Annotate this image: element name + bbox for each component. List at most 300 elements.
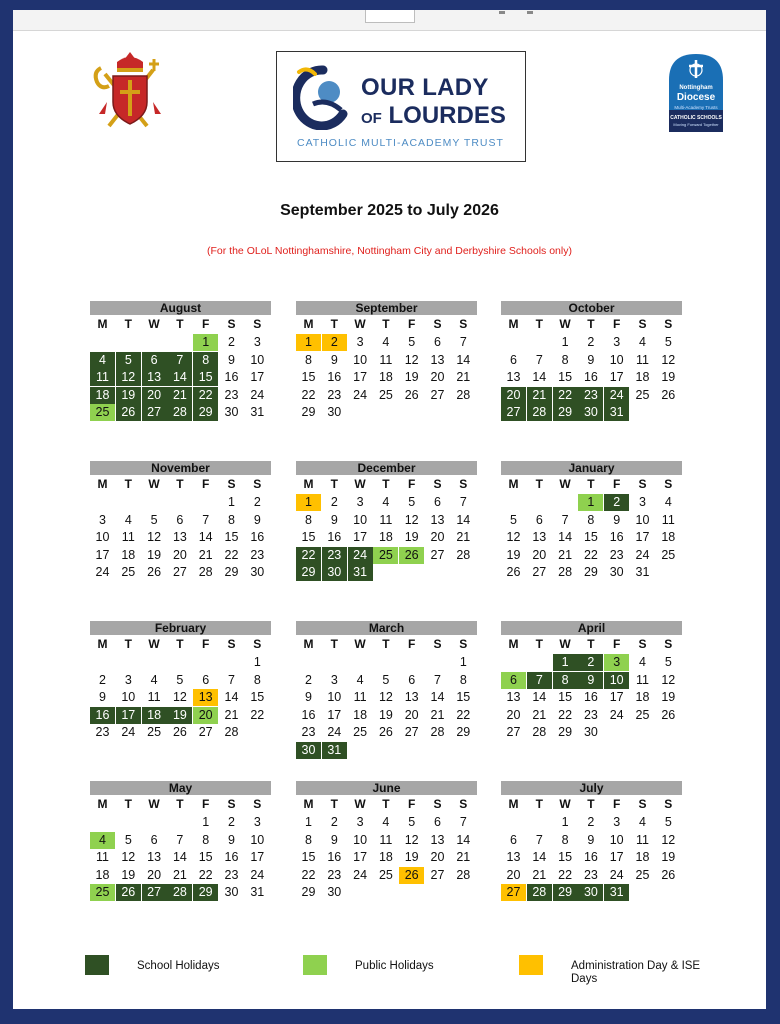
- school-holiday-day: 8: [193, 352, 218, 369]
- day-cell: 3: [330, 672, 338, 687]
- day-cell: 25: [635, 707, 650, 722]
- day-cell: 29: [301, 405, 316, 419]
- school-holiday-day: 26: [116, 404, 141, 421]
- weekday-header: F: [613, 317, 621, 331]
- weekday-header: F: [408, 317, 416, 331]
- day-cell: 21: [172, 867, 187, 882]
- school-holiday-day: 30: [296, 742, 321, 759]
- day-cell: 25: [635, 387, 650, 402]
- weekday-header: F: [202, 317, 210, 331]
- legend-swatch: [85, 955, 109, 975]
- day-cell: 11: [147, 690, 161, 704]
- day-cell: 7: [459, 495, 467, 509]
- school-holiday-day: 16: [90, 707, 115, 724]
- weekday-header: M: [97, 477, 108, 491]
- day-cell: 19: [147, 547, 162, 562]
- weekday-header: M: [303, 317, 314, 331]
- day-cell: 18: [661, 530, 676, 544]
- day-cell: 28: [456, 867, 471, 882]
- day-cell: 29: [456, 725, 471, 739]
- school-holiday-day: 26: [116, 884, 141, 901]
- day-cell: 15: [301, 530, 316, 544]
- weekday-header: W: [148, 317, 160, 331]
- day-cell: 5: [664, 815, 672, 829]
- month-january: [501, 461, 687, 611]
- day-cell: 24: [250, 867, 265, 882]
- legend-label: Public Holidays: [355, 960, 434, 972]
- admin-day: 1: [296, 334, 321, 351]
- diocese-crest-icon: [87, 48, 173, 134]
- day-cell: 20: [430, 370, 445, 384]
- weekday-header: T: [382, 317, 390, 331]
- day-cell: 26: [661, 867, 676, 882]
- weekday-header: W: [559, 797, 571, 811]
- day-cell: 9: [613, 512, 621, 527]
- day-cell: 6: [434, 335, 441, 349]
- school-holiday-day: 7: [527, 672, 552, 689]
- day-cell: 18: [95, 867, 110, 882]
- school-holiday-day: 31: [348, 564, 373, 581]
- day-cell: 22: [558, 707, 573, 722]
- weekday-header: T: [535, 637, 543, 651]
- day-cell: 6: [510, 352, 517, 367]
- weekday-header: W: [354, 317, 366, 331]
- school-holiday-day: 18: [90, 387, 115, 404]
- school-holiday-day: 20: [142, 387, 167, 404]
- day-cell: 23: [224, 867, 239, 882]
- day-cell: 12: [661, 672, 676, 687]
- day-cell: 3: [356, 495, 364, 509]
- weekday-header: W: [148, 477, 160, 491]
- day-cell: 17: [353, 370, 368, 384]
- admin-day: 1: [296, 494, 321, 511]
- day-cell: 4: [150, 672, 158, 687]
- day-cell: 21: [456, 370, 471, 384]
- day-cell: 12: [661, 352, 676, 367]
- day-cell: 24: [250, 387, 265, 402]
- day-cell: 6: [510, 832, 517, 847]
- day-cell: 13: [430, 352, 445, 367]
- day-cell: 11: [661, 512, 675, 527]
- day-cell: 27: [532, 565, 547, 579]
- day-cell: 8: [253, 672, 261, 687]
- day-cell: 23: [583, 867, 598, 882]
- school-holiday-day: 12: [116, 369, 141, 386]
- day-cell: 14: [456, 832, 471, 847]
- day-cell: 9: [228, 832, 235, 847]
- school-holiday-day: 13: [142, 369, 167, 386]
- weekday-header: F: [202, 477, 210, 491]
- day-cell: 6: [434, 815, 441, 829]
- school-holiday-day: 4: [90, 352, 115, 369]
- day-cell: 15: [558, 850, 573, 864]
- day-cell: 12: [378, 690, 393, 704]
- weekday-header: T: [330, 637, 338, 651]
- weekday-header: M: [303, 477, 314, 491]
- day-cell: 11: [121, 530, 135, 544]
- weekday-header: W: [354, 637, 366, 651]
- school-holiday-day: 29: [553, 884, 578, 901]
- day-cell: 7: [459, 335, 467, 349]
- day-cell: 6: [434, 495, 441, 509]
- day-cell: 17: [635, 530, 650, 544]
- diocese-line-4: CATHOLIC SCHOOLS: [670, 115, 722, 121]
- weekday-header: T: [124, 797, 132, 811]
- weekday-header: S: [459, 317, 468, 331]
- day-cell: 17: [353, 850, 368, 864]
- school-holiday-day: 31: [604, 404, 629, 421]
- school-holiday-day: 9: [578, 672, 603, 689]
- school-holiday-day: 15: [193, 369, 218, 386]
- day-cell: 19: [378, 707, 393, 722]
- day-cell: 2: [228, 335, 235, 349]
- day-cell: 14: [558, 530, 573, 544]
- month-name: December: [296, 461, 477, 475]
- weekday-header: M: [303, 637, 314, 651]
- day-cell: 30: [609, 565, 624, 579]
- day-cell: 6: [176, 512, 184, 527]
- school-holiday-day: 30: [578, 884, 603, 901]
- day-cell: 25: [378, 387, 393, 402]
- day-cell: 16: [224, 850, 239, 864]
- logo-line-2-prefix: OF: [361, 110, 382, 127]
- school-holiday-day: 24: [348, 547, 373, 564]
- day-cell: 13: [430, 832, 445, 847]
- day-cell: 26: [661, 707, 676, 722]
- day-cell: 15: [583, 530, 598, 544]
- day-cell: 9: [305, 690, 312, 704]
- day-cell: 15: [198, 850, 213, 864]
- day-cell: 27: [430, 387, 445, 402]
- month-february: [90, 621, 276, 771]
- day-cell: 31: [635, 565, 650, 579]
- school-holiday-day: 24: [604, 387, 629, 404]
- day-cell: 10: [327, 690, 342, 704]
- day-cell: 26: [506, 565, 521, 579]
- logo-subtitle: CATHOLIC MULTI-ACADEMY TRUST: [297, 137, 504, 149]
- day-cell: 27: [198, 725, 213, 739]
- day-cell: 28: [430, 725, 445, 739]
- day-cell: 20: [506, 867, 521, 882]
- public-holiday-day: 20: [193, 707, 218, 724]
- day-cell: 24: [95, 565, 110, 579]
- day-cell: 2: [228, 815, 235, 829]
- month-march: [296, 621, 482, 771]
- day-cell: 8: [305, 512, 312, 527]
- day-cell: 1: [459, 655, 467, 669]
- day-cell: 30: [224, 405, 239, 419]
- month-name: August: [90, 301, 271, 315]
- day-cell: 3: [356, 335, 364, 349]
- weekday-header: S: [638, 797, 647, 811]
- day-cell: 10: [353, 512, 368, 527]
- day-cell: 12: [506, 530, 521, 544]
- page-title: September 2025 to July 2026: [280, 202, 499, 219]
- toolbar-tab[interactable]: [365, 10, 415, 23]
- day-cell: 9: [330, 512, 338, 527]
- day-cell: 22: [198, 867, 213, 882]
- weekday-header: F: [613, 797, 621, 811]
- day-cell: 9: [587, 352, 595, 367]
- day-cell: 6: [202, 672, 210, 687]
- day-cell: 22: [558, 867, 573, 882]
- school-holiday-day: 8: [553, 672, 578, 689]
- day-cell: 11: [636, 832, 649, 847]
- day-cell: 1: [228, 495, 235, 509]
- weekday-header: M: [97, 637, 108, 651]
- weekday-header: S: [433, 317, 442, 331]
- day-cell: 1: [305, 815, 312, 829]
- school-holiday-day: 10: [604, 672, 629, 689]
- day-cell: 27: [404, 725, 419, 739]
- day-cell: 13: [506, 370, 521, 384]
- day-cell: 22: [224, 547, 239, 562]
- school-holiday-day: 21: [527, 387, 552, 404]
- weekday-header: M: [97, 317, 108, 331]
- day-cell: 27: [430, 547, 445, 562]
- day-cell: 21: [224, 707, 239, 722]
- diocese-line-5: Moving Forward Together: [673, 122, 719, 127]
- public-holiday-day: 25: [90, 884, 115, 901]
- day-cell: 4: [356, 672, 364, 687]
- weekday-header: T: [176, 477, 184, 491]
- day-cell: 2: [305, 672, 312, 687]
- month-september: [296, 301, 482, 451]
- day-cell: 3: [613, 335, 621, 349]
- day-cell: 18: [378, 850, 393, 864]
- school-holiday-day: 30: [578, 404, 603, 421]
- day-cell: 19: [404, 370, 419, 384]
- day-cell: 8: [228, 512, 235, 527]
- day-cell: 15: [250, 690, 265, 704]
- school-holiday-day: 22: [553, 387, 578, 404]
- day-cell: 8: [561, 352, 569, 367]
- school-holiday-day: 2: [604, 494, 629, 511]
- school-holiday-day: 29: [193, 884, 218, 901]
- weekday-header: S: [459, 477, 468, 491]
- month-name: May: [90, 781, 271, 795]
- day-cell: 10: [635, 512, 650, 527]
- school-holiday-day: 30: [322, 564, 347, 581]
- day-cell: 10: [353, 352, 368, 367]
- day-cell: 26: [661, 387, 676, 402]
- day-cell: 25: [635, 867, 650, 882]
- day-cell: 29: [301, 885, 316, 899]
- public-holiday-day: 1: [578, 494, 603, 511]
- day-cell: 4: [639, 655, 646, 669]
- admin-day: 13: [193, 689, 218, 706]
- day-cell: 30: [250, 565, 265, 579]
- day-cell: 5: [408, 335, 416, 349]
- day-cell: 12: [147, 530, 162, 544]
- day-cell: 14: [198, 530, 213, 544]
- day-cell: 23: [609, 547, 624, 562]
- weekday-header: T: [382, 477, 390, 491]
- day-cell: 18: [635, 370, 650, 384]
- day-cell: 4: [639, 335, 646, 349]
- weekday-header: T: [587, 317, 595, 331]
- day-cell: 28: [456, 547, 471, 562]
- weekday-header: T: [330, 317, 338, 331]
- school-holiday-day: 29: [553, 404, 578, 421]
- day-cell: 26: [172, 725, 187, 739]
- day-cell: 13: [506, 850, 521, 864]
- day-cell: 20: [404, 707, 419, 722]
- day-cell: 11: [379, 512, 393, 527]
- weekday-header: F: [408, 797, 416, 811]
- day-cell: 18: [353, 707, 368, 722]
- legend-label: School Holidays: [137, 960, 220, 972]
- day-cell: 10: [95, 530, 110, 544]
- day-cell: 8: [202, 832, 210, 847]
- day-cell: 3: [356, 815, 364, 829]
- day-cell: 4: [639, 815, 646, 829]
- day-cell: 25: [661, 547, 676, 562]
- school-holiday-day: 28: [527, 884, 552, 901]
- day-cell: 25: [147, 725, 162, 739]
- day-cell: 11: [96, 850, 109, 864]
- day-cell: 9: [587, 832, 595, 847]
- day-cell: 24: [353, 867, 368, 882]
- olol-emblem-icon: [293, 64, 351, 130]
- day-cell: 1: [202, 815, 210, 829]
- day-cell: 7: [459, 815, 467, 829]
- school-holiday-day: 21: [167, 387, 192, 404]
- school-holiday-day: 14: [167, 369, 192, 386]
- day-cell: 21: [456, 530, 471, 544]
- day-cell: 17: [250, 850, 265, 864]
- viewer-toolbar: [13, 10, 766, 31]
- day-cell: 21: [558, 547, 573, 562]
- day-cell: 5: [664, 655, 672, 669]
- day-cell: 16: [609, 530, 624, 544]
- day-cell: 2: [330, 815, 338, 829]
- weekday-header: T: [176, 637, 184, 651]
- day-cell: 23: [327, 867, 342, 882]
- day-cell: 2: [587, 335, 595, 349]
- day-cell: 15: [224, 530, 239, 544]
- day-cell: 15: [558, 690, 573, 704]
- weekday-header: S: [227, 477, 236, 491]
- day-cell: 2: [330, 495, 338, 509]
- diocese-line-1: Nottingham: [679, 85, 713, 91]
- day-cell: 6: [535, 512, 543, 527]
- day-cell: 23: [250, 547, 265, 562]
- school-holiday-day: 19: [167, 707, 192, 724]
- calendar-document: [13, 10, 766, 1009]
- school-holiday-day: 1: [553, 654, 578, 671]
- diocese-badge: [665, 52, 727, 134]
- weekday-header: M: [303, 797, 314, 811]
- day-cell: 20: [506, 707, 521, 722]
- day-cell: 21: [430, 707, 445, 722]
- school-holiday-day: 22: [296, 547, 321, 564]
- day-cell: 19: [121, 867, 136, 882]
- day-cell: 31: [250, 885, 265, 899]
- weekday-header: W: [148, 797, 160, 811]
- month-november: [90, 461, 276, 611]
- day-cell: 21: [532, 707, 547, 722]
- day-cell: 20: [532, 547, 547, 562]
- weekday-header: T: [124, 637, 132, 651]
- weekday-header: S: [638, 637, 647, 651]
- day-cell: 22: [250, 707, 265, 722]
- day-cell: 9: [330, 832, 338, 847]
- weekday-header: S: [227, 317, 236, 331]
- admin-day: 26: [399, 867, 424, 884]
- weekday-header: W: [354, 797, 366, 811]
- public-holiday-day: 25: [90, 404, 115, 421]
- day-cell: 30: [327, 885, 342, 899]
- day-cell: 3: [639, 495, 646, 509]
- day-cell: 6: [408, 672, 416, 687]
- weekday-header: M: [508, 317, 519, 331]
- day-cell: 5: [124, 832, 132, 847]
- day-cell: 18: [635, 850, 650, 864]
- day-cell: 15: [456, 690, 471, 704]
- school-holiday-day: 11: [90, 369, 115, 386]
- day-cell: 13: [532, 530, 547, 544]
- school-holiday-day: 22: [193, 387, 218, 404]
- day-cell: 22: [583, 547, 598, 562]
- weekday-header: W: [354, 477, 366, 491]
- day-cell: 5: [382, 672, 390, 687]
- page-subtitle: (For the OLoL Nottinghamshire, Nottingham City and Derbyshire Schools only): [207, 245, 572, 257]
- day-cell: 3: [124, 672, 132, 687]
- weekday-header: S: [664, 477, 673, 491]
- school-holiday-day: 31: [322, 742, 347, 759]
- day-cell: 11: [353, 690, 367, 704]
- weekday-header: S: [227, 797, 236, 811]
- day-cell: 23: [583, 707, 598, 722]
- weekday-header: F: [202, 797, 210, 811]
- weekday-header: T: [124, 317, 132, 331]
- day-cell: 25: [353, 725, 368, 739]
- day-cell: 7: [561, 512, 569, 527]
- weekday-header: T: [382, 637, 390, 651]
- day-cell: 17: [353, 530, 368, 544]
- day-cell: 5: [664, 335, 672, 349]
- day-cell: 10: [609, 832, 624, 847]
- day-cell: 20: [172, 547, 187, 562]
- legend-label: Administration Day & ISE Days: [571, 960, 701, 985]
- day-cell: 28: [532, 725, 547, 739]
- day-cell: 13: [404, 690, 419, 704]
- day-cell: 19: [404, 850, 419, 864]
- school-holiday-day: 17: [116, 707, 141, 724]
- day-cell: 3: [253, 335, 261, 349]
- day-cell: 29: [224, 565, 239, 579]
- day-cell: 14: [532, 690, 547, 704]
- day-cell: 24: [609, 867, 624, 882]
- day-cell: 8: [459, 672, 467, 687]
- day-cell: 25: [378, 867, 393, 882]
- day-cell: 4: [382, 335, 390, 349]
- day-cell: 9: [99, 690, 106, 704]
- day-cell: 16: [327, 370, 342, 384]
- public-holiday-day: 1: [193, 334, 218, 351]
- day-cell: 5: [408, 495, 416, 509]
- day-cell: 14: [172, 850, 187, 864]
- school-holiday-day: 29: [193, 404, 218, 421]
- weekday-header: M: [508, 797, 519, 811]
- month-name: July: [501, 781, 682, 795]
- weekday-header: T: [535, 317, 543, 331]
- weekday-header: M: [508, 477, 519, 491]
- school-holiday-day: 19: [116, 387, 141, 404]
- day-cell: 22: [301, 387, 316, 402]
- weekday-header: M: [97, 797, 108, 811]
